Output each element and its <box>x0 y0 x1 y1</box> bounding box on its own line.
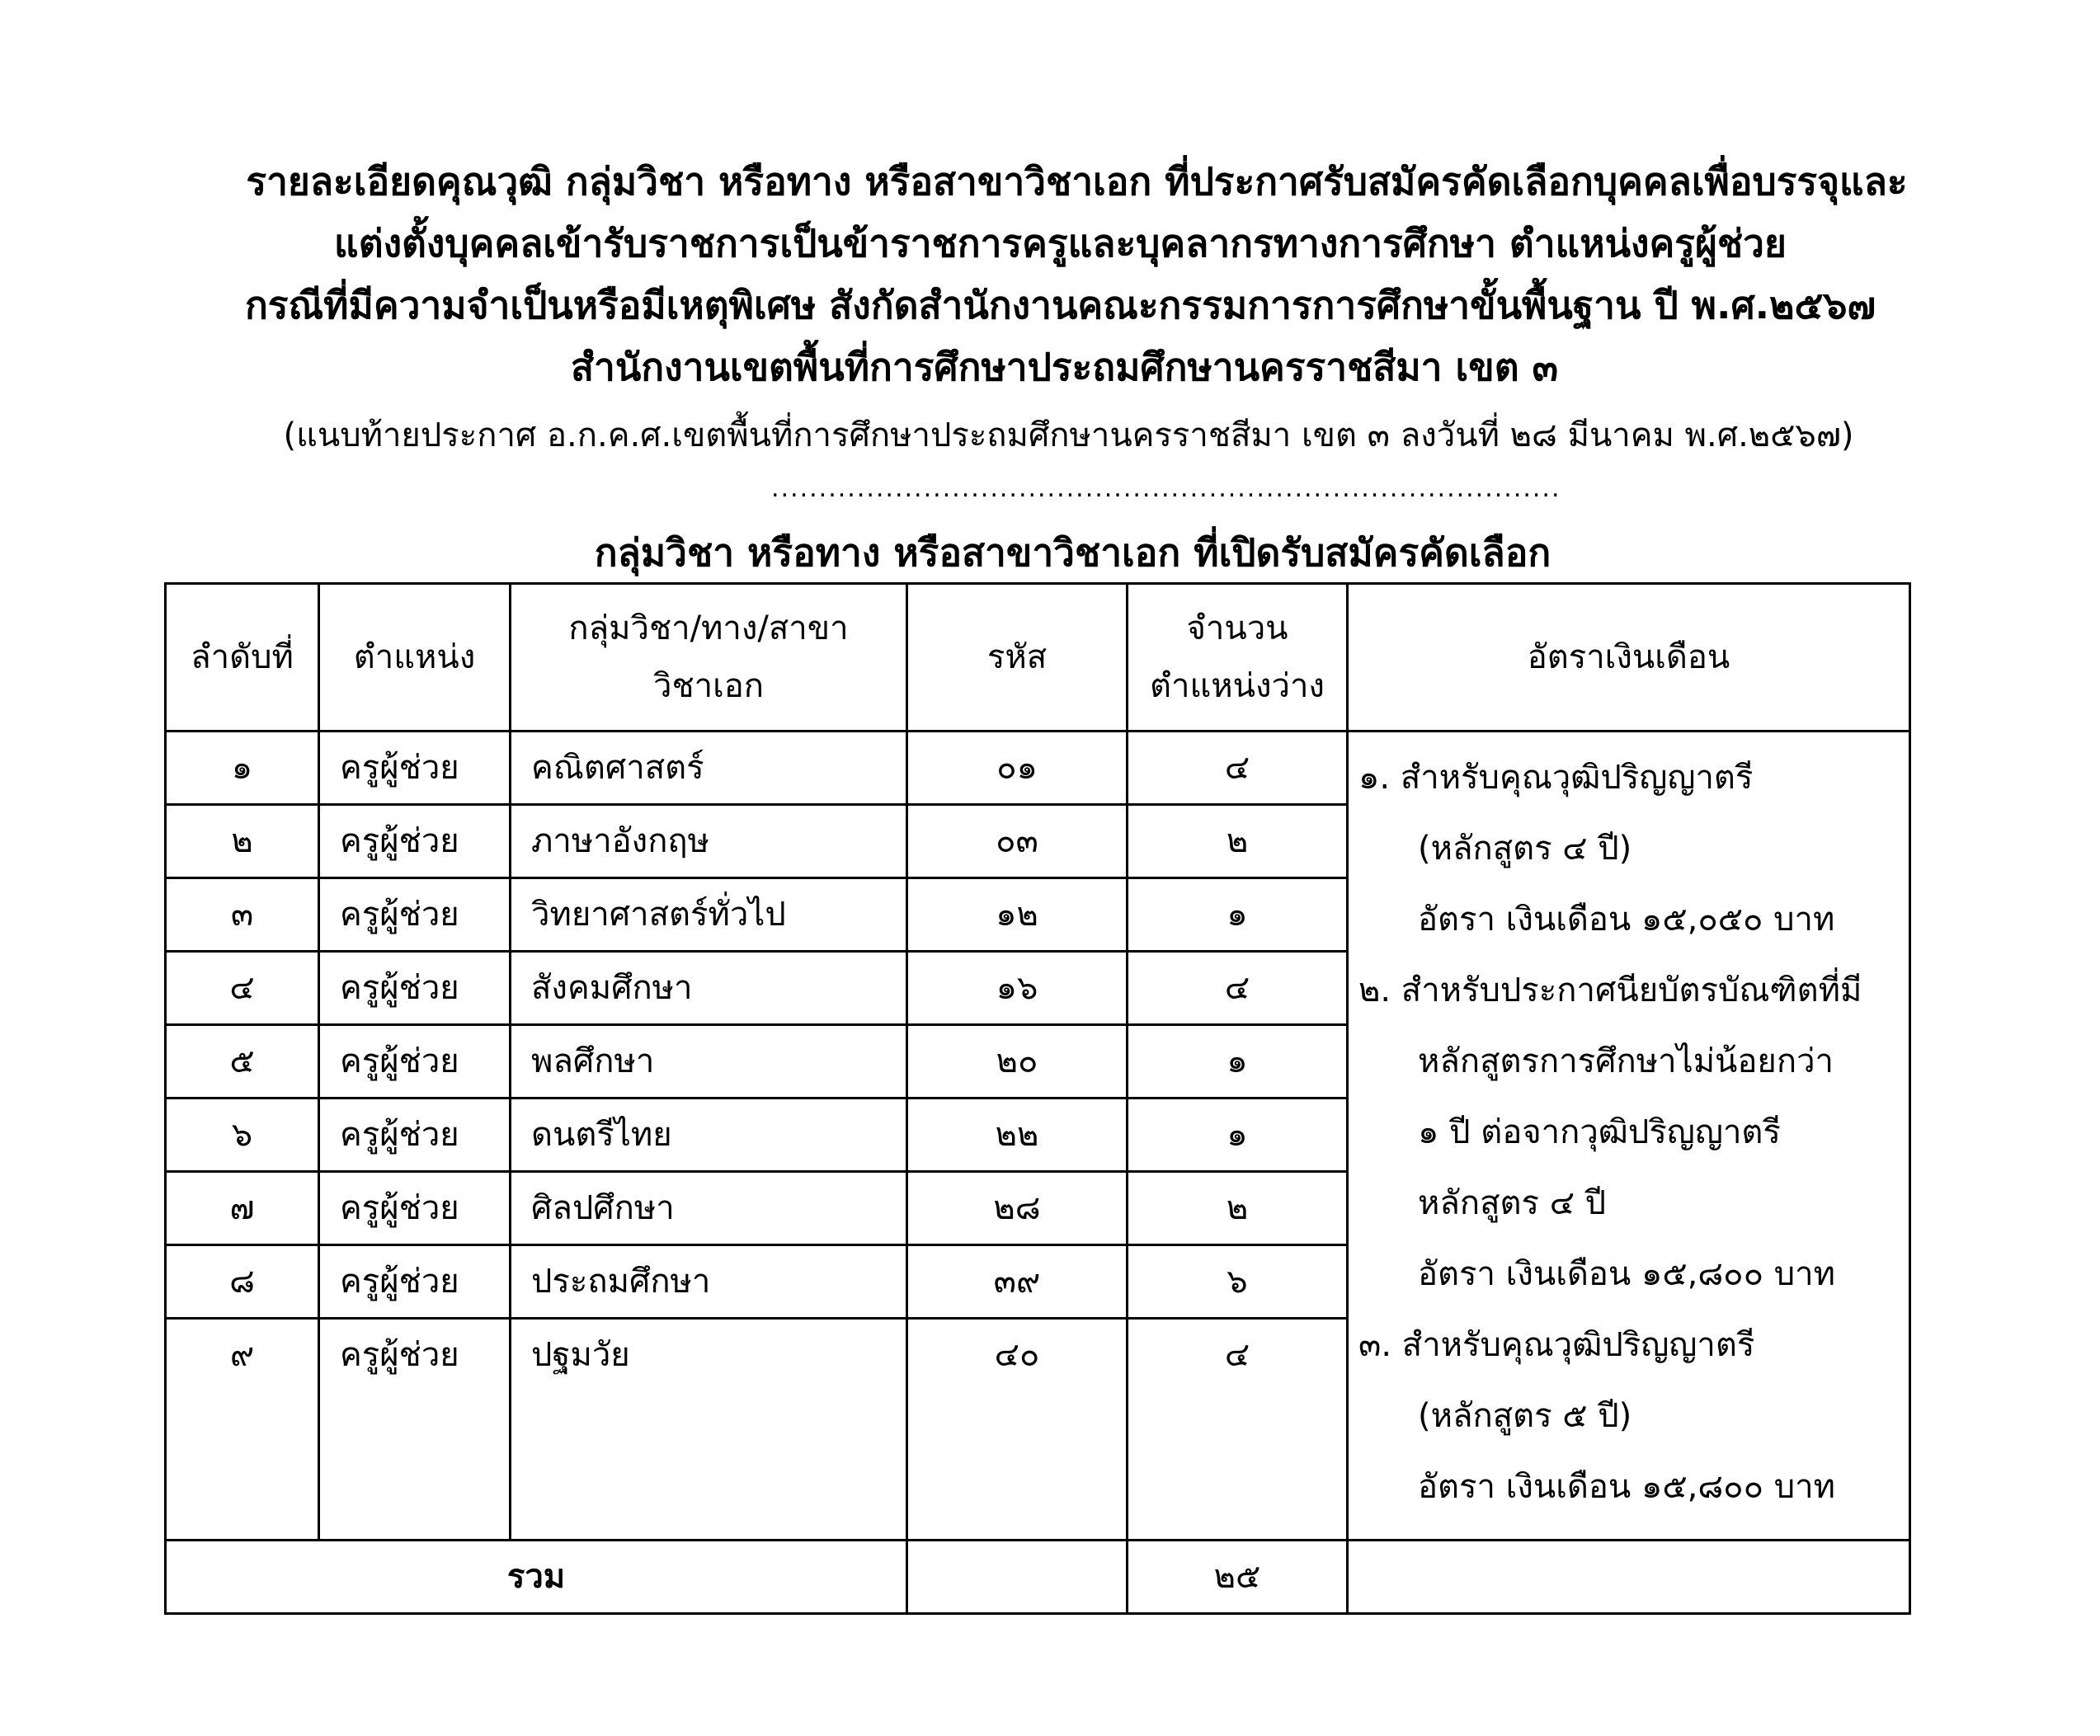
salary-note-3-rate: อัตรา เงินเดือน ๑๕,๘๐๐ บาท <box>1418 1468 1835 1506</box>
total-code-empty <box>907 1541 1128 1614</box>
header-subject <box>511 584 907 732</box>
cell-position: ครูผู้ช่วย <box>319 1172 511 1245</box>
cell-vacancy: ๔ <box>1128 1319 1348 1541</box>
cell-position: ครูผู้ช่วย <box>319 1025 511 1099</box>
table-header-row <box>166 584 1910 732</box>
cell-position: ครูผู้ช่วย <box>319 952 511 1025</box>
salary-note-1: ๑. สำหรับคุณวุฒิปริญญาตรี <box>1358 759 1754 797</box>
cell-code: ๑๒ <box>907 878 1128 952</box>
cell-position: ครูผู้ช่วย <box>319 1245 511 1319</box>
cell-position: ครูผู้ช่วย <box>319 1319 511 1541</box>
cell-position: ครูผู้ช่วย <box>319 732 511 805</box>
document-title-line-4: สำนักงานเขตพื้นที่การศึกษาประถมศึกษานครราชสีมา เขต ๓ <box>570 345 1559 389</box>
cell-no: ๕ <box>166 1025 319 1099</box>
cell-subject: ดนตรีไทย <box>511 1099 907 1172</box>
salary-note-3: ๓. สำหรับคุณวุฒิปริญญาตรี <box>1358 1326 1755 1364</box>
header-vacancy-line-1: จำนวน <box>1186 609 1288 647</box>
vacancy-table <box>164 582 1911 1615</box>
cell-position: ครูผู้ช่วย <box>319 1099 511 1172</box>
total-label: รวม <box>166 1541 907 1614</box>
cell-vacancy: ๑ <box>1128 878 1348 952</box>
cell-code: ๑๖ <box>907 952 1128 1025</box>
cell-vacancy: ๔ <box>1128 732 1348 805</box>
dotted-separator: ................................................................................... <box>771 474 1561 503</box>
cell-subject: คณิตศาสตร์ <box>511 732 907 805</box>
salary-note-1-detail: (หลักสูตร ๔ ปี) <box>1418 830 1632 868</box>
cell-position: ครูผู้ช่วย <box>319 805 511 878</box>
salary-note-2-detail-a: หลักสูตรการศึกษาไม่น้อยกว่า <box>1418 1042 1834 1080</box>
cell-code: ๔๐ <box>907 1319 1128 1541</box>
header-position: ตำแหน่ง <box>319 584 511 732</box>
cell-code: ๐๓ <box>907 805 1128 878</box>
cell-code: ๐๑ <box>907 732 1128 805</box>
salary-notes <box>1348 732 1910 1541</box>
header-vacancy <box>1128 584 1348 732</box>
header-subject-line-2: วิชาเอก <box>653 667 764 705</box>
cell-no: ๗ <box>166 1172 319 1245</box>
cell-subject: ปฐมวัย <box>511 1319 907 1541</box>
cell-no: ๒ <box>166 805 319 878</box>
header-subject-line-1: กลุ่มวิชา/ทาง/สาขา <box>568 609 849 647</box>
salary-note-2-detail-b: ๑ ปี ต่อจากวุฒิปริญญาตรี <box>1418 1113 1781 1151</box>
document-title-line-2: แต่งตั้งบุคคลเข้ารับราชการเป็นข้าราชการครูและบุคลากรทางการศึกษา ตำแหน่งครูผู้ช่วย <box>334 221 1787 266</box>
cell-no: ๑ <box>166 732 319 805</box>
header-no: ลำดับที่ <box>166 584 319 732</box>
header-code: รหัส <box>907 584 1128 732</box>
cell-subject: ศิลปศึกษา <box>511 1172 907 1245</box>
salary-note-2-detail-c: หลักสูตร ๔ ปี <box>1418 1184 1607 1222</box>
salary-note-2-rate: อัตรา เงินเดือน ๑๕,๘๐๐ บาท <box>1418 1255 1835 1293</box>
cell-no: ๖ <box>166 1099 319 1172</box>
cell-vacancy: ๔ <box>1128 952 1348 1025</box>
cell-code: ๒๒ <box>907 1099 1128 1172</box>
table-row <box>166 732 1910 805</box>
total-vacancy: ๒๕ <box>1128 1541 1348 1614</box>
document-title-line-3: กรณีที่มีความจำเป็นหรือมีเหตุพิเศษ สังกัดสำนักงานคณะกรรมการการศึกษาขั้นพื้นฐาน ปี พ.ศ.๒๕๖๗ <box>244 283 1876 327</box>
cell-no: ๔ <box>166 952 319 1025</box>
cell-subject: ภาษาอังกฤษ <box>511 805 907 878</box>
cell-subject: พลศึกษา <box>511 1025 907 1099</box>
cell-vacancy: ๒ <box>1128 1172 1348 1245</box>
cell-code: ๒๐ <box>907 1025 1128 1099</box>
document-title-line-1: รายละเอียดคุณวุฒิ กลุ่มวิชา หรือทาง หรือสาขาวิชาเอก ที่ประกาศรับสมัครคัดเลือกบุคคลเพื่อบรรจุและ <box>246 159 1908 204</box>
cell-position: ครูผู้ช่วย <box>319 878 511 952</box>
header-vacancy-line-2: ตำแหน่งว่าง <box>1150 667 1325 705</box>
cell-subject: วิทยาศาสตร์ทั่วไป <box>511 878 907 952</box>
salary-note-3-detail: (หลักสูตร ๕ ปี) <box>1418 1397 1632 1435</box>
cell-vacancy: ๑ <box>1128 1025 1348 1099</box>
salary-note-2: ๒. สำหรับประกาศนียบัตรบัณฑิตที่มี <box>1358 972 1862 1009</box>
cell-subject: ประถมศึกษา <box>511 1245 907 1319</box>
cell-subject: สังคมศึกษา <box>511 952 907 1025</box>
cell-vacancy: ๑ <box>1128 1099 1348 1172</box>
total-salary-empty <box>1348 1541 1910 1614</box>
salary-note-1-rate: อัตรา เงินเดือน ๑๕,๐๕๐ บาท <box>1418 901 1835 939</box>
table-title: กลุ่มวิชา หรือทาง หรือสาขาวิชาเอก ที่เปิดรับสมัครคัดเลือก <box>594 530 1551 575</box>
cell-vacancy: ๖ <box>1128 1245 1348 1319</box>
announcement-reference: (แนบท้ายประกาศ อ.ก.ค.ศ.เขตพื้นที่การศึกษาประถมศึกษานครราชสีมา เขต ๓ ลงวันที่ ๒๘ มีนาคม พ.ศ.๒๕๖๗) <box>283 416 1854 454</box>
table-total-row <box>166 1541 1910 1614</box>
cell-no: ๘ <box>166 1245 319 1319</box>
cell-code: ๒๘ <box>907 1172 1128 1245</box>
cell-no: ๓ <box>166 878 319 952</box>
header-salary: อัตราเงินเดือน <box>1348 584 1910 732</box>
cell-vacancy: ๒ <box>1128 805 1348 878</box>
cell-no: ๙ <box>166 1319 319 1541</box>
cell-code: ๓๙ <box>907 1245 1128 1319</box>
